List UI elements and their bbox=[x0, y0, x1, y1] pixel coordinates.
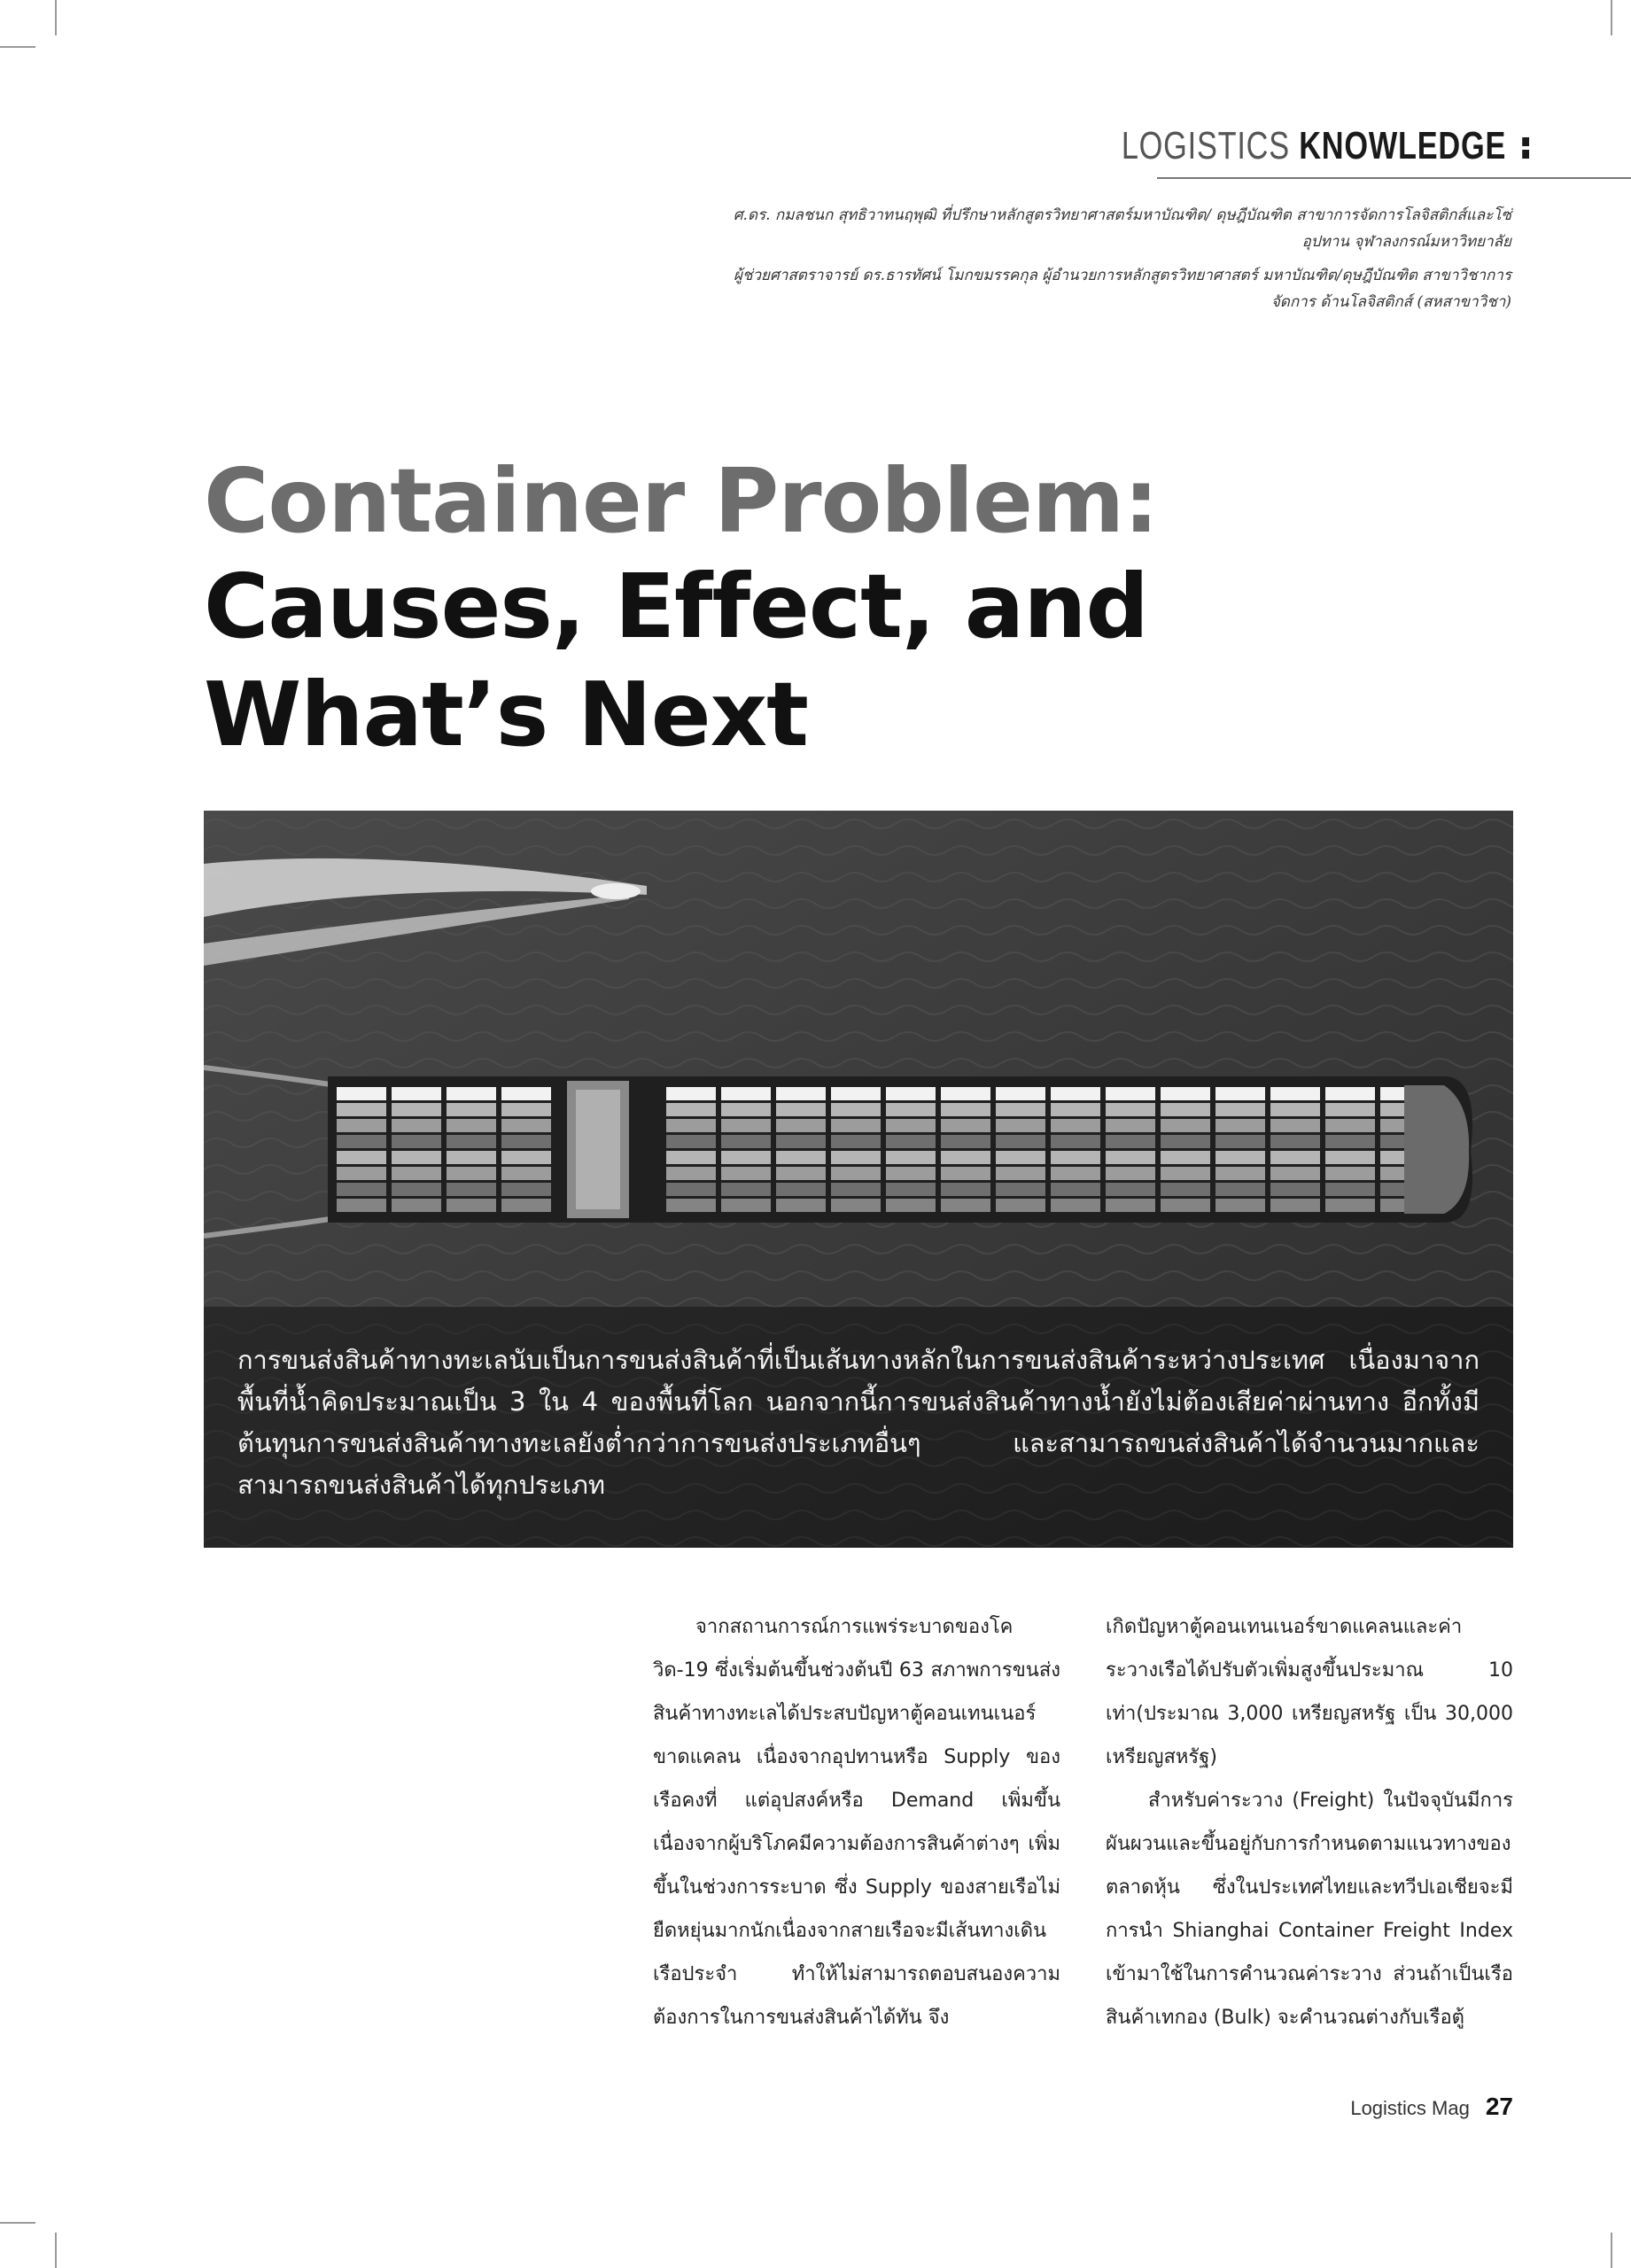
crop-mark bbox=[1611, 2233, 1612, 2268]
section-header-light: LOGISTICS bbox=[1121, 124, 1290, 167]
magazine-name: Logistics Mag bbox=[1350, 2097, 1470, 2119]
page-number: 27 bbox=[1485, 2093, 1513, 2120]
section-header-bold: KNOWLEDGE bbox=[1299, 124, 1507, 167]
body-column-left bbox=[653, 1605, 1060, 2039]
body-paragraph: จากสถานการณ์การแพร่ระบาดของโควิด-19 ซึ่งเริ่มต้นขึ้นช่วงต้นปี 63 สภาพการขนส่งสินค้าทางทะเลได้ประสบปัญหาตู้คอนเทนเนอร์ขาดแคลน เนื่องจากอุปทานหรือ Supply ของเรือคงที่ แต่อุปสงค์หรือ Demand เพิ่มขึ้นเนื่องจากผู้บริโภคมีความต้องการสินค้าต่างๆ เพิ่มขึ้นในช่วงการระบาด ซึ่ง Supply ของสายเรือไม่ยืดหยุ่นมากนักเนื่องจากสายเรือจะมีเส้นทางเดินเรือประจำ ทำให้ไม่สามารถตอบสนองความต้องการในการขนส่งสินค้าได้ทัน จึง bbox=[653, 1616, 1060, 2029]
author-credit: ผู้ช่วยศาสตราจารย์ ดร.ธารทัศน์ โมกขมรรคกุล ผู้อำนวยการหลักสูตรวิทยาศาสตร์ มหาบัณฑิต/ดุษฎีบัณฑิต สาขาวิชาการจัดการ ด้านโลจิสติกส์ (สหสาขาวิชา) bbox=[734, 267, 1511, 311]
crop-mark bbox=[0, 2222, 35, 2224]
author-credit: ศ.ดร. กมลชนก สุทธิวาทนฤพุฒิ ที่ปรึกษาหลักสูตรวิทยาศาสตร์มหาบัณฑิต/ ดุษฎีบัณฑิต สาขาการจัดการโลจิสติกส์และโซ่อุปทาน จุฬาลงกรณ์มหาวิทยาลัย bbox=[733, 206, 1511, 251]
title-line-3: What’s Next bbox=[204, 663, 808, 766]
body-paragraph: เกิดปัญหาตู้คอนเทนเนอร์ขาดแคลนและค่าระวางเรือได้ปรับตัวเพิ่มสูงขึ้นประมาณ 10 เท่า(ประมาณ 3,000 เหรียญสหรัฐ เป็น 30,000 เหรียญสหรัฐ) bbox=[1106, 1616, 1513, 1768]
body-column-right bbox=[1106, 1605, 1513, 2039]
title-line-1: Container Problem: bbox=[204, 449, 1159, 553]
crop-mark bbox=[1611, 0, 1612, 35]
hero-image bbox=[204, 811, 1513, 1548]
crop-mark bbox=[0, 46, 35, 48]
crop-mark bbox=[55, 0, 57, 35]
body-paragraph: สำหรับค่าระวาง (Freight) ในปัจจุบันมีการผันผวนและขึ้นอยู่กับการกำหนดตามแนวทางของตลาดหุ้น ซึ่งในประเทศไทยและทวีปเอเชียจะมีการนำ Shianghai Container Freight Index เข้ามาใช้ในการคำนวณค่าระวาง ส่วนถ้าเป็นเรือสินค้าเทกอง (Bulk) จะคำนวณต่างกับเรือตู้ bbox=[1106, 1790, 1513, 2029]
title-line-2: Causes, Effect, and bbox=[204, 555, 1149, 658]
section-marker-icon bbox=[1522, 134, 1529, 162]
section-header bbox=[1122, 124, 1529, 168]
article-title bbox=[204, 450, 1267, 769]
hero-caption: การขนส่งสินค้าทางทะเลนับเป็นการขนส่งสินค้าที่เป็นเส้นทางหลักในการขนส่งสินค้าระหว่างประเทศ เนื่องมาจากพื้นที่น้ำคิดประมาณเป็น 3 ใน 4 ของพื้นที่โลก นอกจากนี้การขนส่งสินค้าทางน้ำยังไม่ต้องเสียค่าผ่านทาง อีกทั้งมีต้นทุนการขนส่งสินค้าทางทะเลยังต่ำกว่าการขนส่งประเภทอื่นๆ และสามารถขนส่งสินค้าได้จำนวนมากและสามารถขนส่งสินค้าได้ทุกประเภท bbox=[237, 1345, 1480, 1500]
header-rule bbox=[1157, 177, 1631, 179]
crop-mark bbox=[55, 2233, 57, 2268]
page-footer bbox=[1350, 2093, 1513, 2121]
authors-block bbox=[714, 202, 1511, 322]
